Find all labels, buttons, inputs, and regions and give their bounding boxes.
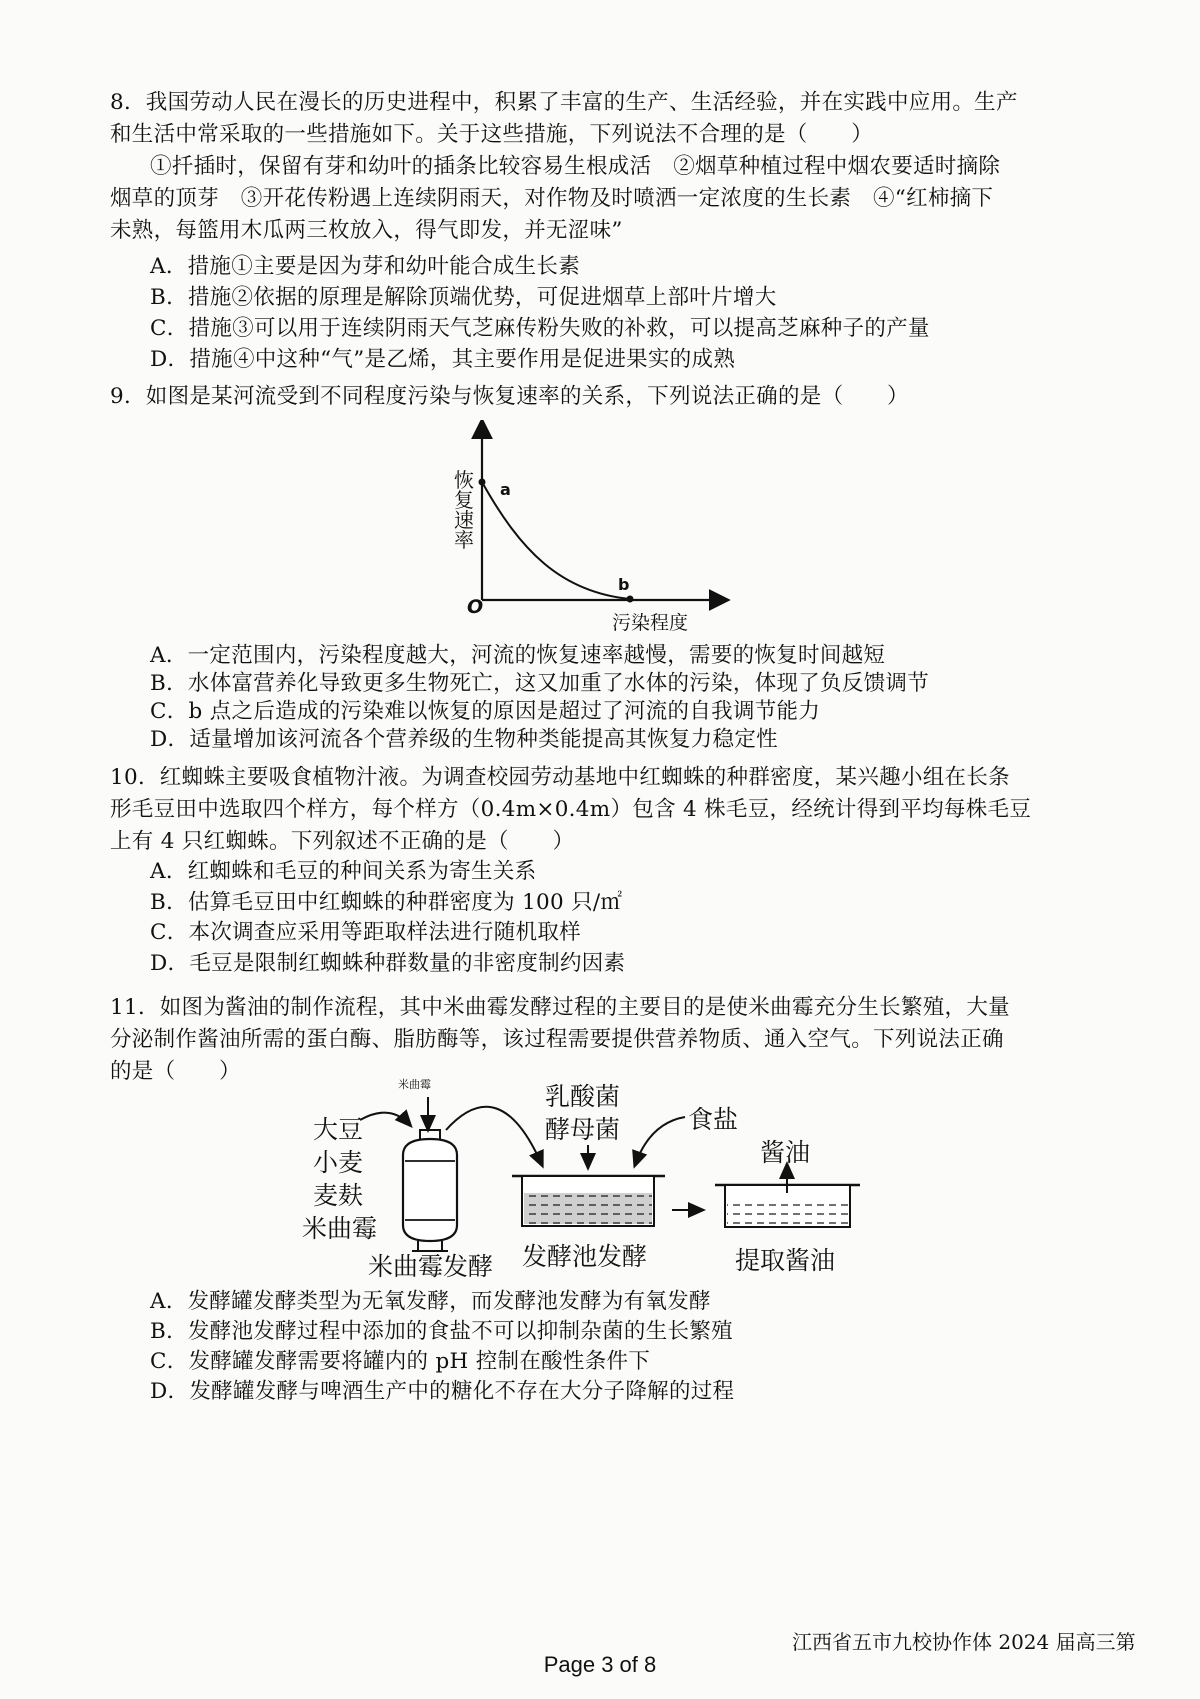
q10-option-d: D．毛豆是限制红蜘蛛种群数量的非密度制约因素 (150, 951, 626, 976)
q8-measures-line-2: 烟草的顶芽 ③开花传粉遇上连续阴雨天，对作物及时喷洒一定浓度的生长素 ④“红柿摘下 (110, 186, 994, 211)
q9-curve (482, 482, 630, 599)
q11-stage1-label: 米曲霉发酵 (368, 1252, 494, 1281)
q11-input-bran: 麦麸 (312, 1181, 363, 1210)
q10-stem-line-1: 10．红蜘蛛主要吸食植物汁液。为调查校园劳动基地中红蜘蛛的种群密度，某兴趣小组在长条 (110, 765, 1010, 790)
q9-x-label: 污染程度 (612, 612, 689, 634)
q10-option-a: A．红蜘蛛和毛豆的种间关系为寄生关系 (150, 859, 537, 884)
q11-stem-line-1: 11．如图为酱油的制作流程，其中米曲霉发酵过程的主要目的是使米曲霉充分生长繁殖，大量 (110, 995, 1010, 1020)
q8-option-a: A．措施①主要是因为芽和幼叶能合成生长素 (150, 254, 581, 279)
q8-stem-line-2: 和生活中常采取的一些措施如下。关于这些措施，下列说法不合理的是（ ） (110, 122, 874, 147)
q11-stem-line-3: 的是（ ） (110, 1059, 241, 1084)
q9-origin-label: O (467, 596, 484, 618)
q9-y-label-char: 恢 (454, 468, 474, 492)
q9-point-b-marker (627, 596, 634, 603)
q9-y-label (452, 470, 476, 550)
q11-fermentation-pool (512, 1176, 665, 1226)
q11-soy-label: 酱油 (760, 1138, 811, 1167)
q8-stem-line-1: 8．我国劳动人民在漫长的历史进程中，积累了丰富的生产、生活经验，并在实践中应用。生产 (110, 90, 1018, 115)
q11-input-soybean: 大豆 (312, 1115, 363, 1144)
q11-stem-line-2: 分泌制作酱油所需的蛋白酶、脂肪酶等，该过程需要提供营养物质、通入空气。下列说法正确 (110, 1027, 1004, 1052)
q11-option-b: B．发酵池发酵过程中添加的食盐不可以抑制杂菌的生长繁殖 (150, 1319, 733, 1344)
q10-stem-line-2: 形毛豆田中选取四个样方，每个样方（0.4m×0.4m）包含 4 株毛豆，经统计得到平均每株毛豆 (110, 797, 1032, 822)
q11-option-c: C．发酵罐发酵需要将罐内的 pH 控制在酸性条件下 (150, 1349, 651, 1374)
q11-input-wheat: 小麦 (312, 1148, 363, 1177)
q11-salt-label: 食盐 (688, 1105, 739, 1134)
q9-stem: 9．如图是某河流受到不同程度污染与恢复速率的关系，下列说法正确的是（ ） (110, 384, 909, 409)
q9-point-a-label: a (500, 480, 511, 499)
q11-arrow-salt (635, 1117, 685, 1165)
q9-y-label-char: 率 (454, 528, 474, 552)
q8-option-b: B．措施②依据的原理是解除顶端优势，可促进烟草上部叶片增大 (150, 285, 777, 310)
q11-input-aspergillus: 米曲霉 (302, 1214, 378, 1243)
q11-option-a: A．发酵罐发酵类型为无氧发酵，而发酵池发酵为有氧发酵 (150, 1289, 711, 1314)
q9-option-b: B．水体富营养化导致更多生物死亡，这又加重了水体的污染，体现了负反馈调节 (150, 671, 930, 696)
q9-option-d: D．适量增加该河流各个营养级的生物种类能提高其恢复力稳定性 (150, 727, 778, 752)
q8-option-d: D．措施④中这种“气”是乙烯，其主要作用是促进果实的成熟 (150, 347, 736, 372)
q8-measures-line-3: 未熟，每篮用木瓜两三枚放入，得气即发，并无涩味” (110, 218, 623, 243)
q9-option-a: A．一定范围内，污染程度越大，河流的恢复速率越慢，需要的恢复时间越短 (150, 643, 886, 668)
q11-microbe-lactic: 乳酸菌 (545, 1082, 621, 1111)
q11-fermenter-tank (403, 1130, 457, 1251)
q9-y-label-char: 速 (454, 508, 474, 532)
q10-stem-line-3: 上有 4 只红蜘蛛。下列叙述不正确的是（ ） (110, 829, 575, 854)
q11-microbe-yeast: 酵母菌 (545, 1115, 621, 1144)
q9-option-c: C．b 点之后造成的污染难以恢复的原因是超过了河流的自我调节能力 (150, 699, 821, 724)
q11-extraction-tank (715, 1165, 860, 1227)
q10-option-b: B．估算毛豆田中红蜘蛛的种群密度为 100 只/㎡ (150, 890, 623, 915)
q10-option-c: C．本次调查应采用等距取样法进行随机取样 (150, 920, 581, 945)
q11-microbes-label (545, 1080, 620, 1146)
q11-stage3-label: 提取酱油 (735, 1246, 836, 1275)
q11-option-d: D．发酵罐发酵与啤酒生产中的糖化不存在大分子降解的过程 (150, 1379, 735, 1404)
q11-stage2-label: 发酵池发酵 (522, 1242, 648, 1271)
q9-point-b-label: b (618, 575, 630, 594)
q9-point-a-marker (479, 479, 486, 486)
page-number: Page 3 of 8 (543, 1652, 657, 1677)
q8-measures-line-1: ①扦插时，保留有芽和幼叶的插条比较容易生根成活 ②烟草种植过程中烟农要适时摘除 (150, 154, 1001, 179)
exam-footer-title: 江西省五市九校协作体 2024 届高三第 (792, 1630, 1136, 1654)
q9-y-label-char: 复 (454, 488, 474, 512)
q11-inputs-list (302, 1113, 378, 1245)
q11-arrow-tank-to-pool (446, 1107, 542, 1165)
q11-small-mold-label: 米曲霉 (398, 1078, 431, 1091)
q9-recovery-graph (440, 420, 740, 640)
q8-option-c: C．措施③可以用于连续阴雨天气芝麻传粉失败的补救，可以提高芝麻种子的产量 (150, 316, 930, 341)
